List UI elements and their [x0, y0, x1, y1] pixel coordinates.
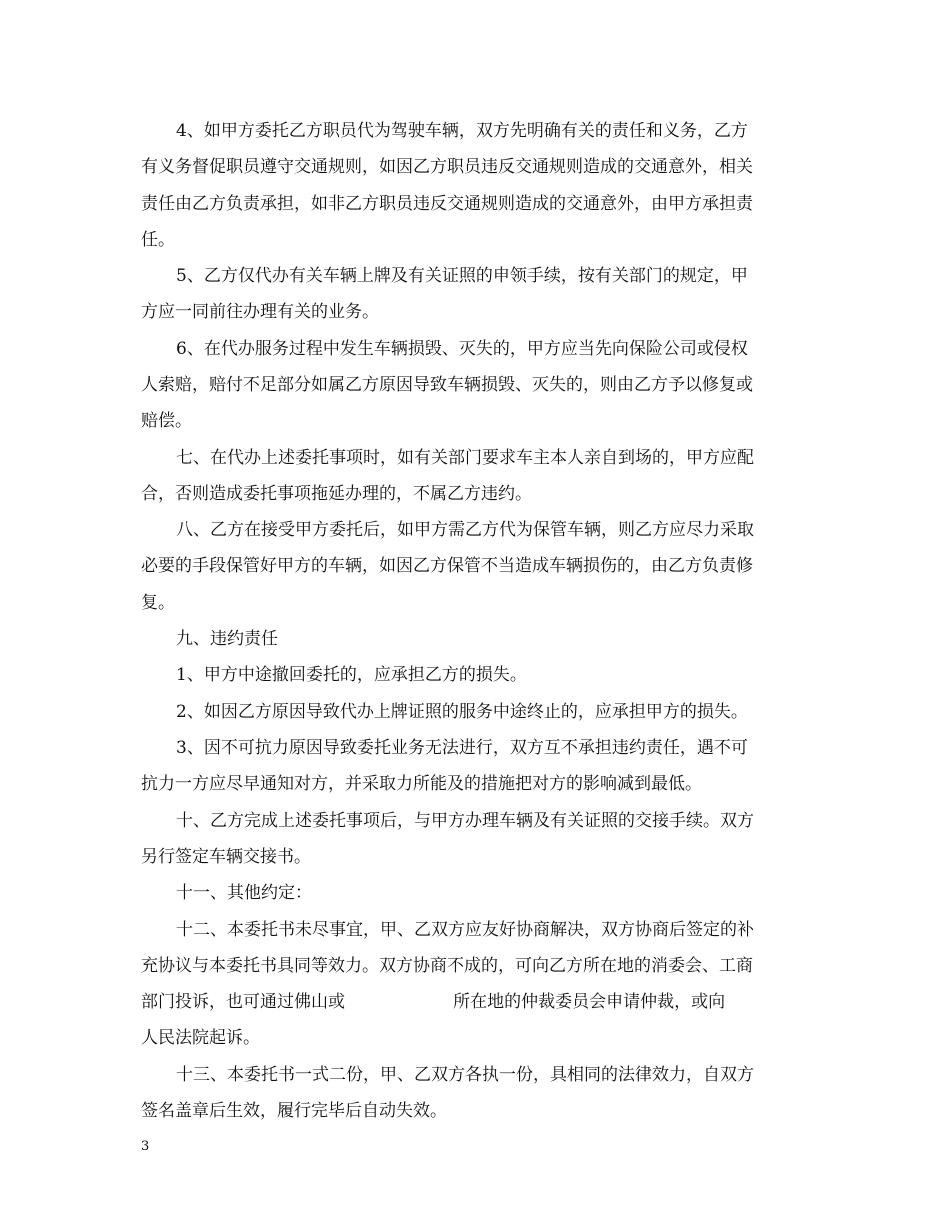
clause-9-item-1: 1、甲方中途撤回委托的，应承担乙方的损失。 — [176, 665, 527, 685]
clause-9-item-3-line-1: 3、因不可抗力原因导致委托业务无法进行，双方互不承担违约责任，遇不可 — [176, 738, 748, 758]
clause-7-line-1: 七、在代办上述委托事项时，如有关部门要求车主本人亲自到场的，甲方应配 — [176, 448, 754, 468]
clause-7-line-2: 合，否则造成委托事项拖延办理的，不属乙方违约。 — [141, 484, 532, 504]
clause-10-line-2: 另行签定车辆交接书。 — [141, 847, 311, 867]
page-number: 3 — [141, 1139, 150, 1154]
clause-9-heading: 九、违约责任 — [176, 629, 278, 649]
clause-8-line-3: 复。 — [141, 593, 175, 613]
clause-12-line-2: 充协议与本委托书具同等效力。双方协商不成的，可向乙方所在地的消委会、工商 — [141, 956, 753, 976]
clause-10-line-1: 十、乙方完成上述委托事项后，与甲方办理车辆及有关证照的交接手续。双方 — [176, 811, 754, 831]
clause-5-line-2: 方应一同前往办理有关的业务。 — [141, 302, 379, 322]
clause-4-line-4: 任。 — [141, 230, 175, 250]
clause-12-line-3: 部门投诉，也可通过佛山或 所在地的仲裁委员会申请仲裁，或向 — [141, 992, 726, 1012]
clause-11-heading: 十一、其他约定： — [176, 883, 312, 903]
clause-4-line-2: 有义务督促职员遵守交通规则，如因乙方职员违反交通规则造成的交通意外，相关 — [141, 157, 753, 177]
clause-12-line-1: 十二、本委托书未尽事宜，甲、乙双方应友好协商解决，双方协商后签定的补 — [176, 920, 754, 940]
clause-4-line-1: 4、如甲方委托乙方职员代为驾驶车辆，双方先明确有关的责任和义务，乙方 — [176, 121, 748, 141]
clause-9-item-3-line-2: 抗力一方应尽早通知对方，并采取力所能及的措施把对方的影响减到最低。 — [141, 774, 702, 794]
clause-4-line-3: 责任由乙方负责承担，如非乙方职员违反交通规则造成的交通意外，由甲方承担责 — [141, 194, 753, 214]
clause-8-line-1: 八、乙方在接受甲方委托后，如甲方需乙方代为保管车辆，则乙方应尽力采取 — [176, 520, 754, 540]
clause-9-item-2: 2、如因乙方原因导致代办上牌证照的服务中途终止的，应承担甲方的损失。 — [176, 702, 748, 722]
clause-5-line-1: 5、乙方仅代办有关车辆上牌及有关证照的申领手续，按有关部门的规定，甲 — [176, 266, 748, 286]
clause-6-line-1: 6、在代办服务过程中发生车辆损毁、灭失的，甲方应当先向保险公司或侵权 — [176, 339, 748, 359]
clause-6-line-3: 赔偿。 — [141, 411, 192, 431]
clause-12-line-4: 人民法院起诉。 — [141, 1028, 260, 1048]
clause-13-line-1: 十三、本委托书一式二份，甲、乙双方各执一份，具相同的法律效力，自双方 — [176, 1065, 754, 1085]
clause-8-line-2: 必要的手段保管好甲方的车辆，如因乙方保管不当造成车辆损伤的，由乙方负责修 — [141, 556, 753, 576]
clause-6-line-2: 人索赔，赔付不足部分如属乙方原因导致车辆损毁、灭失的，则由乙方予以修复或 — [141, 375, 753, 395]
clause-13-line-2: 签名盖章后生效，履行完毕后自动失效。 — [141, 1101, 447, 1121]
